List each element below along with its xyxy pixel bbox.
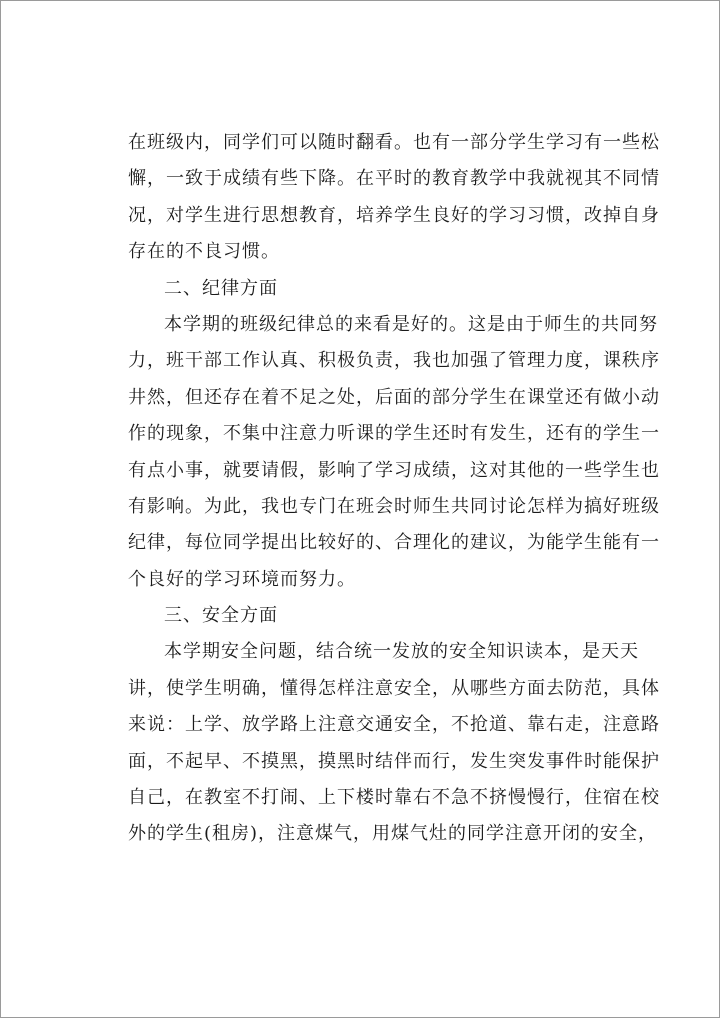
text-line: 在班级内，同学们可以随时翻看。也有一部分学生学习有一些松 [128, 132, 660, 153]
text-line: 有点小事，就要请假，影响了学习成绩，这对其他的一些学生也 [128, 459, 660, 481]
text-line: 面，不起早、不摸黑，摸黑时结伴而行，发生突发事件时能保护 [128, 750, 660, 772]
document-body [128, 125, 660, 853]
section-heading-safety [128, 598, 598, 634]
text-line: 来说：上学、放学路上注意交通安全，不抢道、靠右走，注意路 [128, 714, 660, 736]
text-line: 况，对学生进行思想教育，培养学生良好的学习习惯，改掉自身 [128, 204, 660, 226]
section-heading: 二、纪律方面 [164, 277, 278, 299]
section-heading: 三、安全方面 [164, 605, 278, 627]
text-line: 存在的不良习惯。 [128, 241, 280, 263]
text-line: 懈，一致于成绩有些下降。在平时的教育教学中我就视其不同情 [128, 168, 660, 190]
text-line: 力，班干部工作认真、积极负责，我也加强了管理力度，课秩序 [128, 350, 660, 372]
text-line: 个良好的学习环境而努力。 [128, 568, 356, 590]
text-line: 有影响。为此，我也专门在班会时师生共同讨论怎样为搞好班级 [128, 495, 660, 517]
section-heading-discipline [128, 271, 598, 307]
text-line: 本学期的班级纪律总的来看是好的。这是由于师生的共同努 [164, 313, 658, 335]
text-line: 纪律，每位同学提出比较好的、合理化的建议，为能学生能有一 [128, 532, 660, 554]
paragraph-discipline [128, 307, 660, 598]
text-line: 井然，但还存在着不足之处，后面的部分学生在课堂还有做小动 [128, 386, 660, 408]
paragraph-safety [128, 634, 660, 852]
text-line: 讲，使学生明确，懂得怎样注意安全，从哪些方面去防范，具体 [128, 677, 660, 699]
text-line: 本学期安全问题，结合统一发放的安全知识读本，是天天 [164, 641, 639, 663]
paragraph-study-habits [128, 125, 660, 271]
text-line: 外的学生(租房)，注意煤气，用煤气灶的同学注意开闭的安全， [128, 823, 658, 845]
text-line: 自己，在教室不打闹、上下楼时靠右不急不挤慢慢行，住宿在校 [128, 787, 660, 809]
text-line: 作的现象，不集中注意力听课的学生还时有发生，还有的学生一 [128, 423, 660, 445]
